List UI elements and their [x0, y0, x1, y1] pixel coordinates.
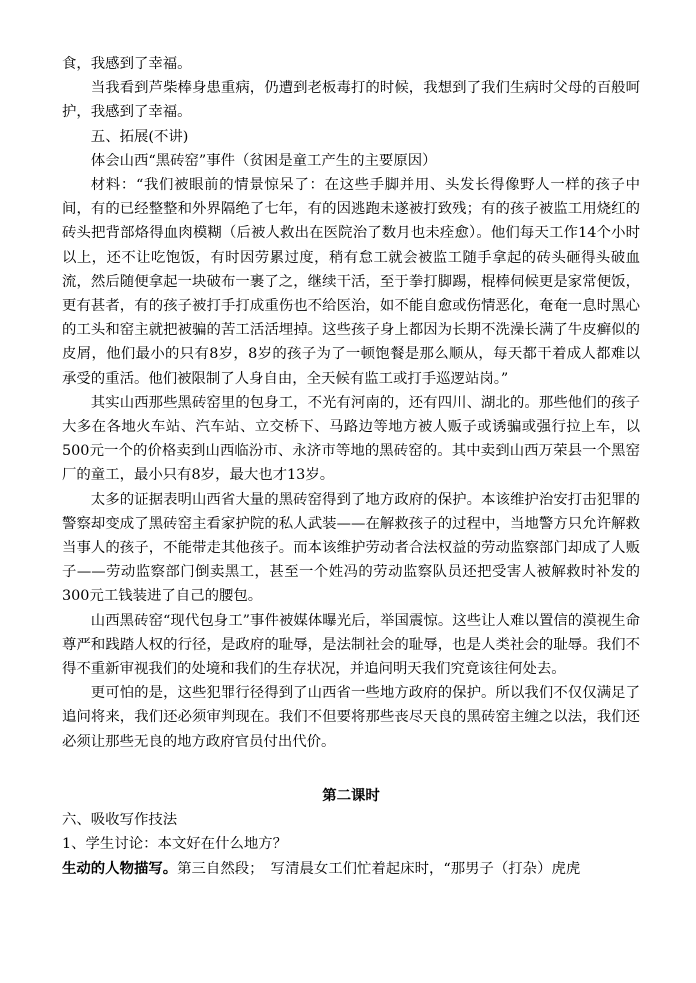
- paragraph-more-terrible: 更可怕的是，这些犯罪行径得到了山西省一些地方政府的保护。所以我们不仅仅满足了追问将来，我们还必须审判现在。我们不但要将那些丧尽天良的黑砖窑主缠之以法，我们还必须让那些无良的地方政府官员付出代价。: [62, 685, 640, 750]
- paragraph-happiness-end: 食，我感到了幸福。: [62, 56, 192, 72]
- paragraph-brick-kiln-topic: 体会山西“黑砖窑”事件（贫困是童工产生的主要原因）: [90, 152, 437, 169]
- section-heading-extension: 五、拓展(不讲): [90, 128, 189, 145]
- section-heading-writing-skills: 六、吸收写作技法: [62, 812, 178, 829]
- paragraph-material-quote: 材料：“我们被眼前的情景惊呆了：在这些手脚并用、头发长得像野人一样的孩子中间，有的已经整整和外界隔绝了七年，有的因逃跑未遂被打致残；有的孩子被监工用烧红的砖头把背部烙得血肉模糊（后被人救出在医院治了数月也未痊愈）。他们每天工作14个小时以上，还不让吃饱饭，有时因劳累过度，稍有怠工就会被监工随手拿起的砖头砸得头破血流，然后随便拿起一块破布一裹了之，继续干活，至于拳打脚踢，棍棒伺候更是家常便饭，更有甚者，有的孩子被打手打成重伤也不给医治，如不能自愈或伤情恶化，奄奄一息时黑心的工头和窑主就把被骗的苦工活活埋掉。这些孩子身上都因为长期不洗澡长满了牛皮癣似的皮屑，他们最小的只有8岁，8岁的孩子为了一顿饱餐是那么顺从，每天都干着成人都难以承受的重活。他们被限制了人身自由，全天候有监工或打手巡逻站岗。”: [62, 177, 640, 387]
- paragraph-government-protection: 太多的证据表明山西省大量的黑砖窑得到了地方政府的保护。本该维护治安打击犯罪的警察却变成了黑砖窑主看家护院的私人武装——在解救孩子的过程中，当地警方只允许解救当事人的孩子，不能带走其他孩子。而本该维护劳动者合法权益的劳动监察部门却成了人贩子——劳动监察部门倒卖黑工，甚至一个姓冯的劳动监察队员还把受害人被解救时补发的300元工钱装进了自己的腰包。: [62, 491, 640, 605]
- paragraph-happiness-illness: 当我看到芦柴棒身患重病，仍遭到老板毒打的时候，我想到了我们生病时父母的百般呵护，我感到了幸福。: [62, 80, 640, 121]
- bold-lead-text: 生动的人物描写。: [62, 859, 178, 877]
- paragraph-national-shock: 山西黑砖窑“现代包身工”事件被媒体曝光后，举国震惊。这些让人难以置信的漠视生命尊严和践踏人权的行径，是政府的耻辱，是法制社会的耻辱，也是人类社会的耻辱。我们不得不重新审视我们的处境和我们的生存状况，并追问明天我们究竟该往何处去。: [62, 612, 640, 678]
- paragraph-child-laborers-origin: 其实山西那些黑砖窑里的包身工，不光有河南的，还有四川、湖北的。那些他们的孩子大多在各地火车站、汽车站、立交桥下、马路边等地方被人贩子或诱骗或强行拉上车，以500元一个的价格卖到山西临汾市、永济市等地的黑砖窑的。其中卖到山西万荣县一个黑窑厂的童工，最小只有8岁，最大也才13岁。: [62, 394, 640, 484]
- document-page: [62, 52, 640, 881]
- discussion-question: 1、学生讨论：本文好在什么地方？: [62, 836, 288, 853]
- lesson-heading: 第二课时: [322, 786, 380, 804]
- paragraph-character-description: [62, 857, 640, 881]
- character-description-text: 第三自然段； 写清晨女工们忙着起床时，“那男子（打杂）虎虎: [177, 860, 581, 877]
- section-spacer: [62, 754, 640, 784]
